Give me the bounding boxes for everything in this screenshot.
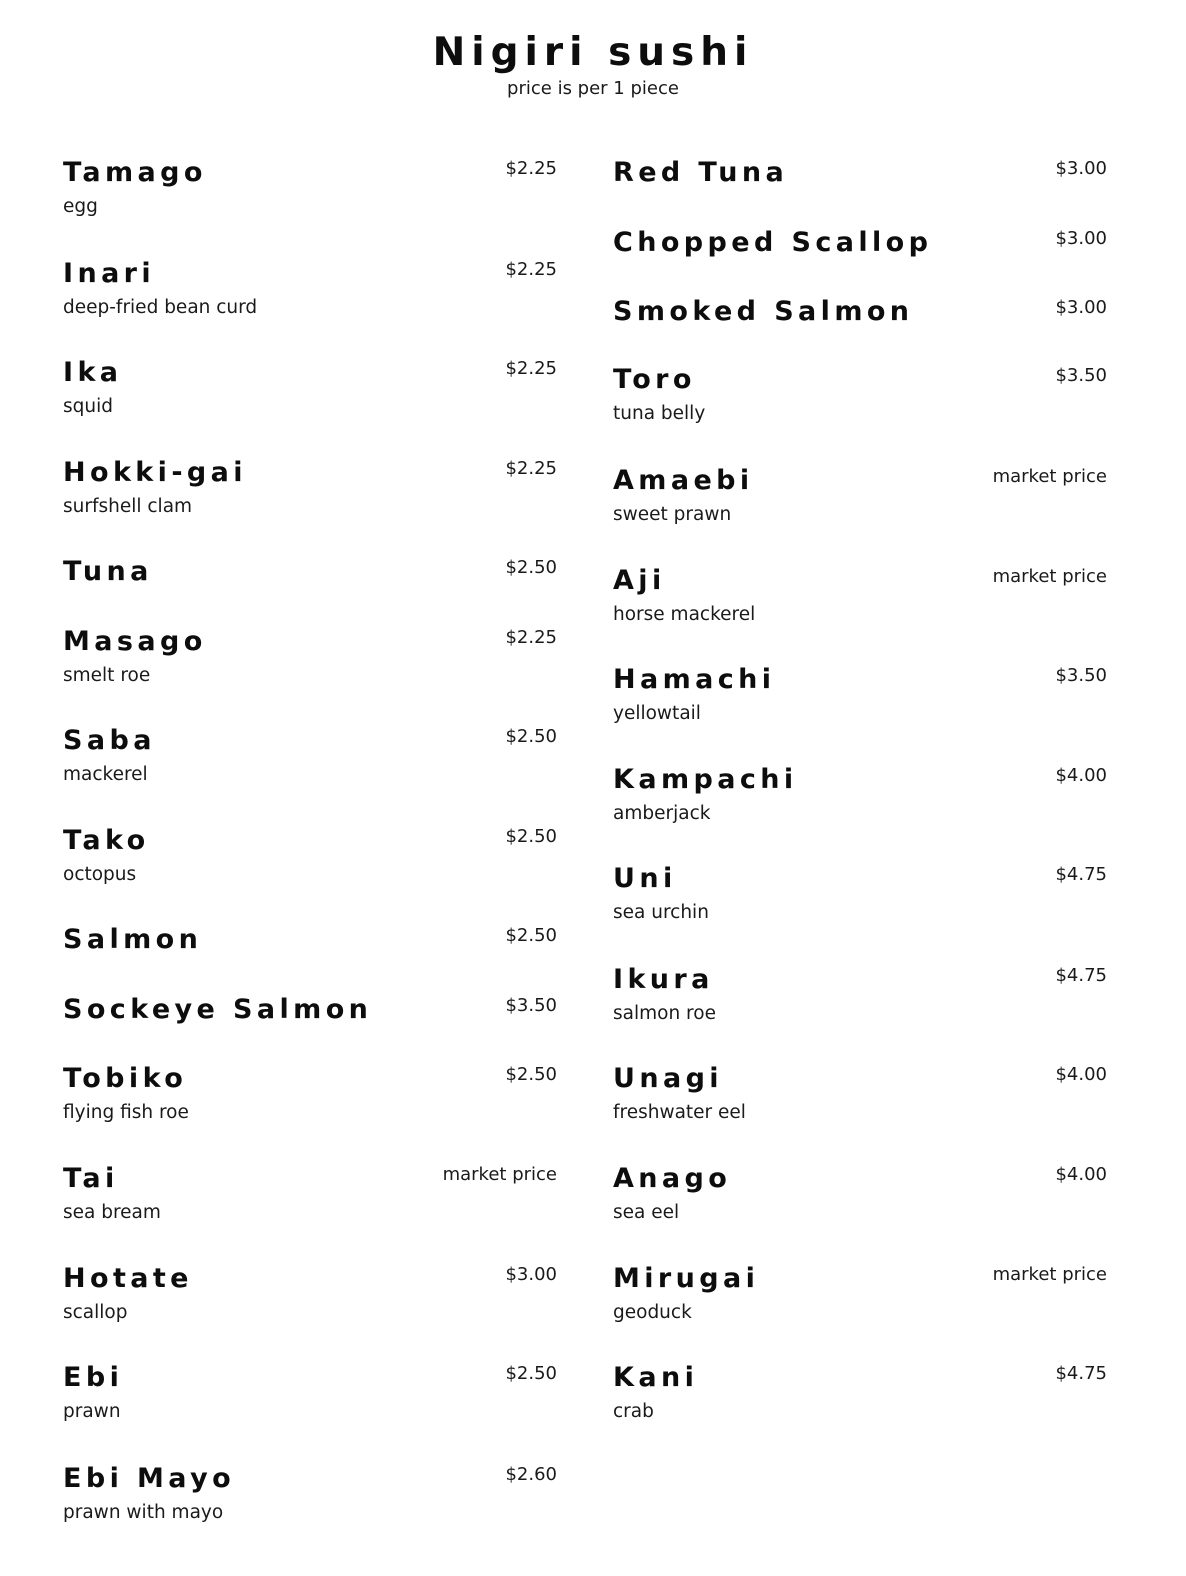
item-name: Salmon xyxy=(63,924,203,955)
item-name: Ebi xyxy=(63,1362,124,1393)
menu-item xyxy=(613,156,1107,236)
item-description: yellowtail xyxy=(613,703,701,724)
item-description: sea urchin xyxy=(613,902,709,923)
item-description: freshwater eel xyxy=(613,1102,746,1123)
page-title: Nigiri sushi xyxy=(432,30,754,75)
item-price: $4.75 xyxy=(1055,1363,1107,1384)
item-description: octopus xyxy=(63,864,137,885)
item-description: sweet prawn xyxy=(613,504,732,525)
item-name: Ika xyxy=(63,357,123,388)
item-description: horse mackerel xyxy=(613,604,756,625)
menu-item xyxy=(63,555,557,635)
item-description: smelt roe xyxy=(63,665,151,686)
menu-item xyxy=(63,1361,557,1441)
item-description: geoduck xyxy=(613,1302,692,1323)
item-name: Kampachi xyxy=(613,764,798,795)
menu-item xyxy=(613,226,1107,306)
item-name: Kani xyxy=(613,1362,699,1393)
menu-item xyxy=(613,763,1107,843)
menu-item xyxy=(613,1361,1107,1441)
menu-item xyxy=(613,363,1107,443)
menu-item xyxy=(613,1262,1107,1342)
item-description: prawn xyxy=(63,1401,121,1422)
item-price: market price xyxy=(992,566,1107,587)
item-name: Hotate xyxy=(63,1263,193,1294)
menu-item xyxy=(613,862,1107,942)
item-description: flying fish roe xyxy=(63,1102,189,1123)
item-price: $3.00 xyxy=(505,1264,557,1285)
item-description: squid xyxy=(63,396,113,417)
item-name: Toro xyxy=(613,364,696,395)
item-name: Masago xyxy=(63,626,207,657)
item-price: $2.25 xyxy=(505,458,557,479)
item-price: $2.50 xyxy=(505,726,557,747)
item-price: $2.50 xyxy=(505,557,557,578)
menu-item xyxy=(63,923,557,1003)
menu-item xyxy=(63,356,557,436)
item-price: $4.00 xyxy=(1055,765,1107,786)
item-price: $2.50 xyxy=(505,826,557,847)
item-price: $2.25 xyxy=(505,158,557,179)
item-price: market price xyxy=(992,1264,1107,1285)
item-name: Saba xyxy=(63,725,156,756)
item-price: $3.00 xyxy=(1055,158,1107,179)
item-price: $2.50 xyxy=(505,925,557,946)
menu-item xyxy=(63,456,557,536)
item-name: Tamago xyxy=(63,157,207,188)
menu-item xyxy=(613,564,1107,644)
item-description: tuna belly xyxy=(613,403,706,424)
item-price: $3.50 xyxy=(1055,365,1107,386)
item-price: $4.75 xyxy=(1055,864,1107,885)
item-name: Amaebi xyxy=(613,465,754,496)
item-price: $4.00 xyxy=(1055,1164,1107,1185)
menu-item xyxy=(63,625,557,705)
menu-item xyxy=(63,824,557,904)
item-description: prawn with mayo xyxy=(63,1502,224,1523)
menu-item xyxy=(613,464,1107,544)
item-description: sea eel xyxy=(613,1202,680,1223)
item-price: $3.00 xyxy=(1055,228,1107,249)
menu-header xyxy=(0,30,1186,100)
item-description: crab xyxy=(613,1401,654,1422)
menu-item xyxy=(613,1162,1107,1242)
menu-item xyxy=(63,257,557,337)
item-description: surfshell clam xyxy=(63,496,193,517)
item-name: Aji xyxy=(613,565,666,596)
item-price: $2.50 xyxy=(505,1064,557,1085)
item-name: Uni xyxy=(613,863,677,894)
item-name: Tai xyxy=(63,1163,119,1194)
item-name: Mirugai xyxy=(613,1263,760,1294)
item-name: Hamachi xyxy=(613,664,776,695)
item-description: deep-fried bean curd xyxy=(63,297,258,318)
item-name: Tako xyxy=(63,825,150,856)
menu-item xyxy=(63,1462,557,1542)
item-name: Sockeye Salmon xyxy=(63,994,373,1025)
item-price: $4.00 xyxy=(1055,1064,1107,1085)
item-description: salmon roe xyxy=(613,1003,716,1024)
menu-item xyxy=(63,1262,557,1342)
item-price: $2.60 xyxy=(505,1464,557,1485)
menu-item xyxy=(63,1062,557,1142)
item-price: $3.50 xyxy=(1055,665,1107,686)
item-price: market price xyxy=(992,466,1107,487)
menu-item xyxy=(613,1062,1107,1142)
item-name: Ikura xyxy=(613,964,714,995)
menu-item xyxy=(613,963,1107,1043)
menu-item xyxy=(63,993,557,1073)
item-name: Unagi xyxy=(613,1063,723,1094)
item-name: Tuna xyxy=(63,556,153,587)
item-description: egg xyxy=(63,196,98,217)
page-subtitle: price is per 1 piece xyxy=(507,78,679,99)
item-name: Tobiko xyxy=(63,1063,188,1094)
item-name: Anago xyxy=(613,1163,732,1194)
item-description: scallop xyxy=(63,1302,128,1323)
item-description: amberjack xyxy=(613,803,711,824)
menu-item xyxy=(63,156,557,236)
item-name: Ebi Mayo xyxy=(63,1463,236,1494)
item-name: Inari xyxy=(63,258,156,289)
item-name: Smoked Salmon xyxy=(613,296,914,327)
menu-item xyxy=(613,663,1107,743)
item-price: $2.25 xyxy=(505,627,557,648)
item-description: sea bream xyxy=(63,1202,161,1223)
menu-item xyxy=(63,724,557,804)
item-name: Hokki-gai xyxy=(63,457,247,488)
item-price: $3.00 xyxy=(1055,297,1107,318)
item-price: $2.25 xyxy=(505,259,557,280)
item-price: $2.25 xyxy=(505,358,557,379)
item-name: Red Tuna xyxy=(613,157,789,188)
menu-item xyxy=(63,1162,557,1242)
item-price: $4.75 xyxy=(1055,965,1107,986)
item-price: $3.50 xyxy=(505,995,557,1016)
item-name: Chopped Scallop xyxy=(613,227,933,258)
item-description: mackerel xyxy=(63,764,148,785)
item-price: market price xyxy=(442,1164,557,1185)
item-price: $2.50 xyxy=(505,1363,557,1384)
